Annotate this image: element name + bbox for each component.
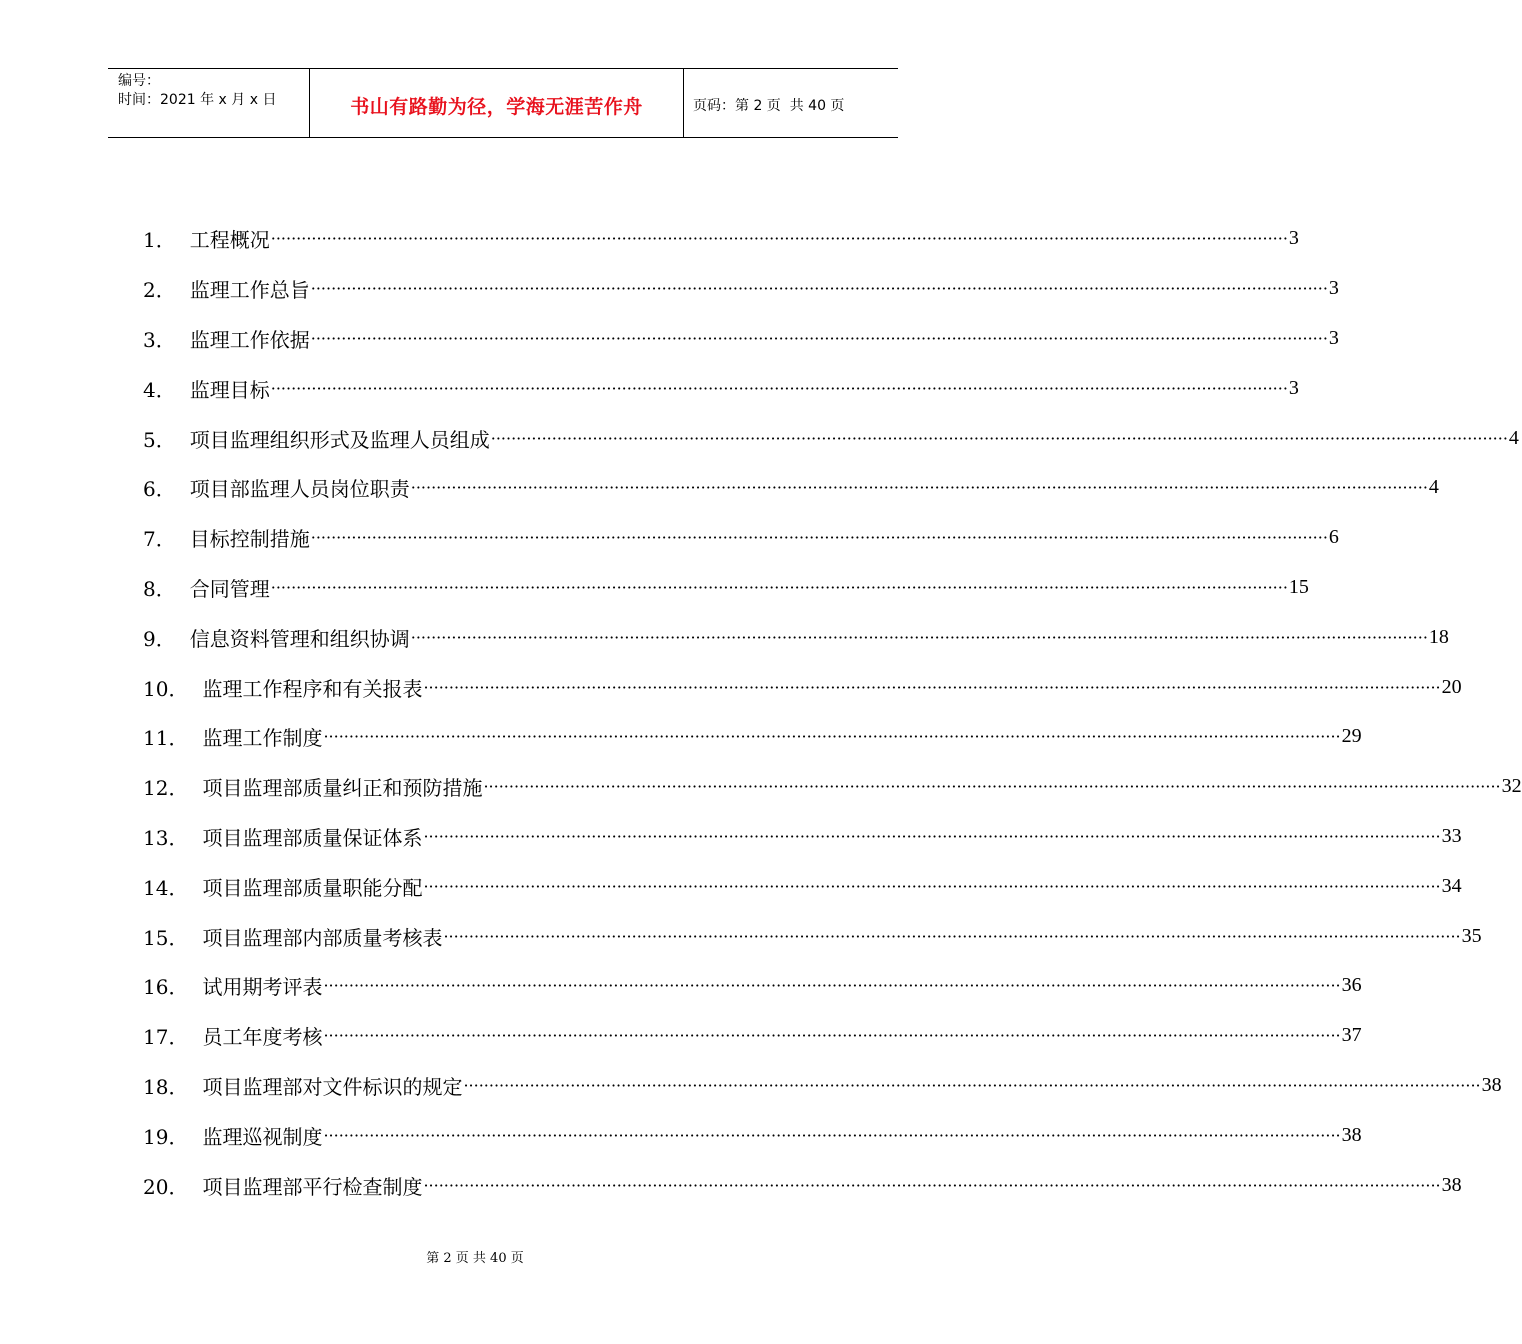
toc-leader-dots: ········································································································································································································ [410,478,1428,498]
toc-entry-page: 38 [1481,1073,1502,1096]
toc-entry[interactable] [143,612,1449,662]
toc-entry-title: 项目监理部平行检查制度 [202,1174,423,1199]
toc-entry[interactable] [143,961,1362,1011]
toc-entry-title: 监理目标 [189,377,270,402]
toc-entry-title: 工程概况 [189,228,270,253]
toc-entry-page: 34 [1441,874,1462,897]
toc-entry-page: 35 [1461,924,1482,947]
toc-entry-page: 3 [1288,376,1299,399]
toc-entry-number: 8． [143,576,176,601]
motto-text: 书山有路勤为径，学海无涯苦作舟 [350,95,643,118]
toc-entry-title: 监理工作程序和有关报表 [202,676,423,701]
toc-entry-number: 18． [143,1074,189,1099]
toc-entry[interactable] [143,264,1339,314]
toc-entry[interactable] [143,214,1299,264]
toc-entry-page: 4 [1428,476,1439,499]
toc-entry-page: 6 [1328,526,1339,549]
toc-leader-dots: ········································································································································································································ [483,777,1501,797]
toc-leader-dots: ········································································································································································································ [323,976,1341,996]
toc-entry-number: 7． [143,527,176,552]
page-info-text: 页码：第 2 页 共 40 页 [693,98,845,114]
toc-entry-title: 项目监理部质量纠正和预防措施 [202,776,483,801]
toc-leader-dots: ········································································································································································································ [423,1175,1441,1195]
toc-entry-page: 3 [1288,227,1299,250]
toc-entry[interactable] [143,662,1462,712]
toc-leader-dots: ········································································································································································································ [270,378,1288,398]
toc-entry-title: 项目监理部质量职能分配 [202,875,423,900]
toc-entry[interactable] [143,1160,1462,1210]
toc-entry-page: 33 [1441,824,1462,847]
toc-entry-page: 18 [1428,625,1449,648]
toc-entry[interactable] [143,413,1519,463]
toc-leader-dots: ········································································································································································································ [463,1075,1481,1095]
toc-entry-page: 3 [1328,277,1339,300]
toc-entry[interactable] [143,861,1462,911]
toc-entry[interactable] [143,911,1482,961]
toc-entry-title: 项目监理部质量保证体系 [202,825,423,850]
toc-entry-number: 3． [143,327,176,352]
code-label: 编号： [118,73,160,89]
toc-entry[interactable] [143,812,1462,862]
toc-entry[interactable] [143,513,1339,563]
toc-entry-title: 监理工作依据 [189,327,310,352]
toc-leader-dots: ········································································································································································································ [270,577,1288,597]
toc-entry[interactable] [143,363,1299,413]
header-motto-cell [310,69,684,137]
toc-entry-number: 11． [143,726,189,751]
toc-entry-title: 合同管理 [189,576,270,601]
toc-entry-title: 目标控制措施 [189,527,310,552]
toc-entry-title: 监理工作总旨 [189,278,310,303]
toc-entry-title: 员工年度考核 [202,1025,323,1050]
toc-entry[interactable] [143,712,1362,762]
header-meta [108,69,310,137]
toc-entry-number: 13． [143,825,189,850]
toc-entry-number: 2． [143,278,176,303]
toc-entry[interactable] [143,463,1439,513]
toc-entry[interactable] [143,1110,1362,1160]
toc-entry-title: 项目监理部内部质量考核表 [202,925,443,950]
toc-entry-number: 12． [143,776,189,801]
toc-entry-number: 1． [143,228,176,253]
toc-entry-page: 38 [1441,1173,1462,1196]
toc-entry-number: 4． [143,377,176,402]
toc-entry-title: 试用期考评表 [202,975,323,1000]
toc-entry-number: 14． [143,875,189,900]
toc-leader-dots: ········································································································································································································ [310,328,1328,348]
toc-entry-number: 16． [143,975,189,1000]
toc-entry-number: 6． [143,477,176,502]
toc-entry[interactable] [143,314,1339,364]
toc-leader-dots: ········································································································································································································ [310,279,1328,299]
toc-entry-title: 信息资料管理和组织协调 [189,626,410,651]
toc-entry-number: 17． [143,1025,189,1050]
toc-entry-title: 监理巡视制度 [202,1124,323,1149]
toc-entry-number: 15． [143,925,189,950]
table-of-contents [143,214,1522,1210]
toc-entry-number: 19． [143,1124,189,1149]
page-header [108,68,898,138]
toc-entry-number: 9． [143,626,176,651]
toc-entry-page: 4 [1508,426,1519,449]
toc-leader-dots: ········································································································································································································ [323,1125,1341,1145]
toc-entry-page: 15 [1288,575,1309,598]
toc-entry[interactable] [143,1011,1362,1061]
toc-entry-page: 20 [1441,675,1462,698]
toc-entry-page: 29 [1341,725,1362,748]
toc-leader-dots: ········································································································································································································ [270,229,1288,249]
toc-entry-number: 5． [143,427,176,452]
toc-leader-dots: ········································································································································································································ [490,428,1508,448]
toc-entry[interactable] [143,1061,1502,1111]
toc-leader-dots: ········································································································································································································ [423,677,1441,697]
time-label: 时间：2021 年 x 月 x 日 [118,92,277,108]
toc-leader-dots: ········································································································································································································ [323,1026,1341,1046]
toc-entry-title: 项目监理部对文件标识的规定 [202,1074,463,1099]
toc-entry-page: 36 [1341,974,1362,997]
toc-leader-dots: ········································································································································································································ [323,727,1341,747]
toc-entry-page: 3 [1328,326,1339,349]
toc-entry-number: 10． [143,676,189,701]
footer-page-text: 第 2 页 共 40 页 [426,1251,524,1266]
toc-leader-dots: ········································································································································································································ [310,528,1328,548]
toc-leader-dots: ········································································································································································································ [423,876,1441,896]
toc-entry[interactable] [143,762,1522,812]
header-page-info [684,69,898,137]
toc-entry-title: 监理工作制度 [202,726,323,751]
toc-leader-dots: ········································································································································································································ [410,627,1428,647]
toc-entry-number: 20． [143,1174,189,1199]
toc-entry-title: 项目监理组织形式及监理人员组成 [189,427,490,452]
toc-leader-dots: ········································································································································································································ [443,926,1461,946]
toc-entry[interactable] [143,563,1309,613]
toc-entry-page: 32 [1501,775,1522,798]
toc-entry-page: 37 [1341,1024,1362,1047]
toc-entry-page: 38 [1341,1123,1362,1146]
page-footer [0,1247,950,1266]
toc-leader-dots: ········································································································································································································ [423,826,1441,846]
toc-entry-title: 项目部监理人员岗位职责 [189,477,410,502]
